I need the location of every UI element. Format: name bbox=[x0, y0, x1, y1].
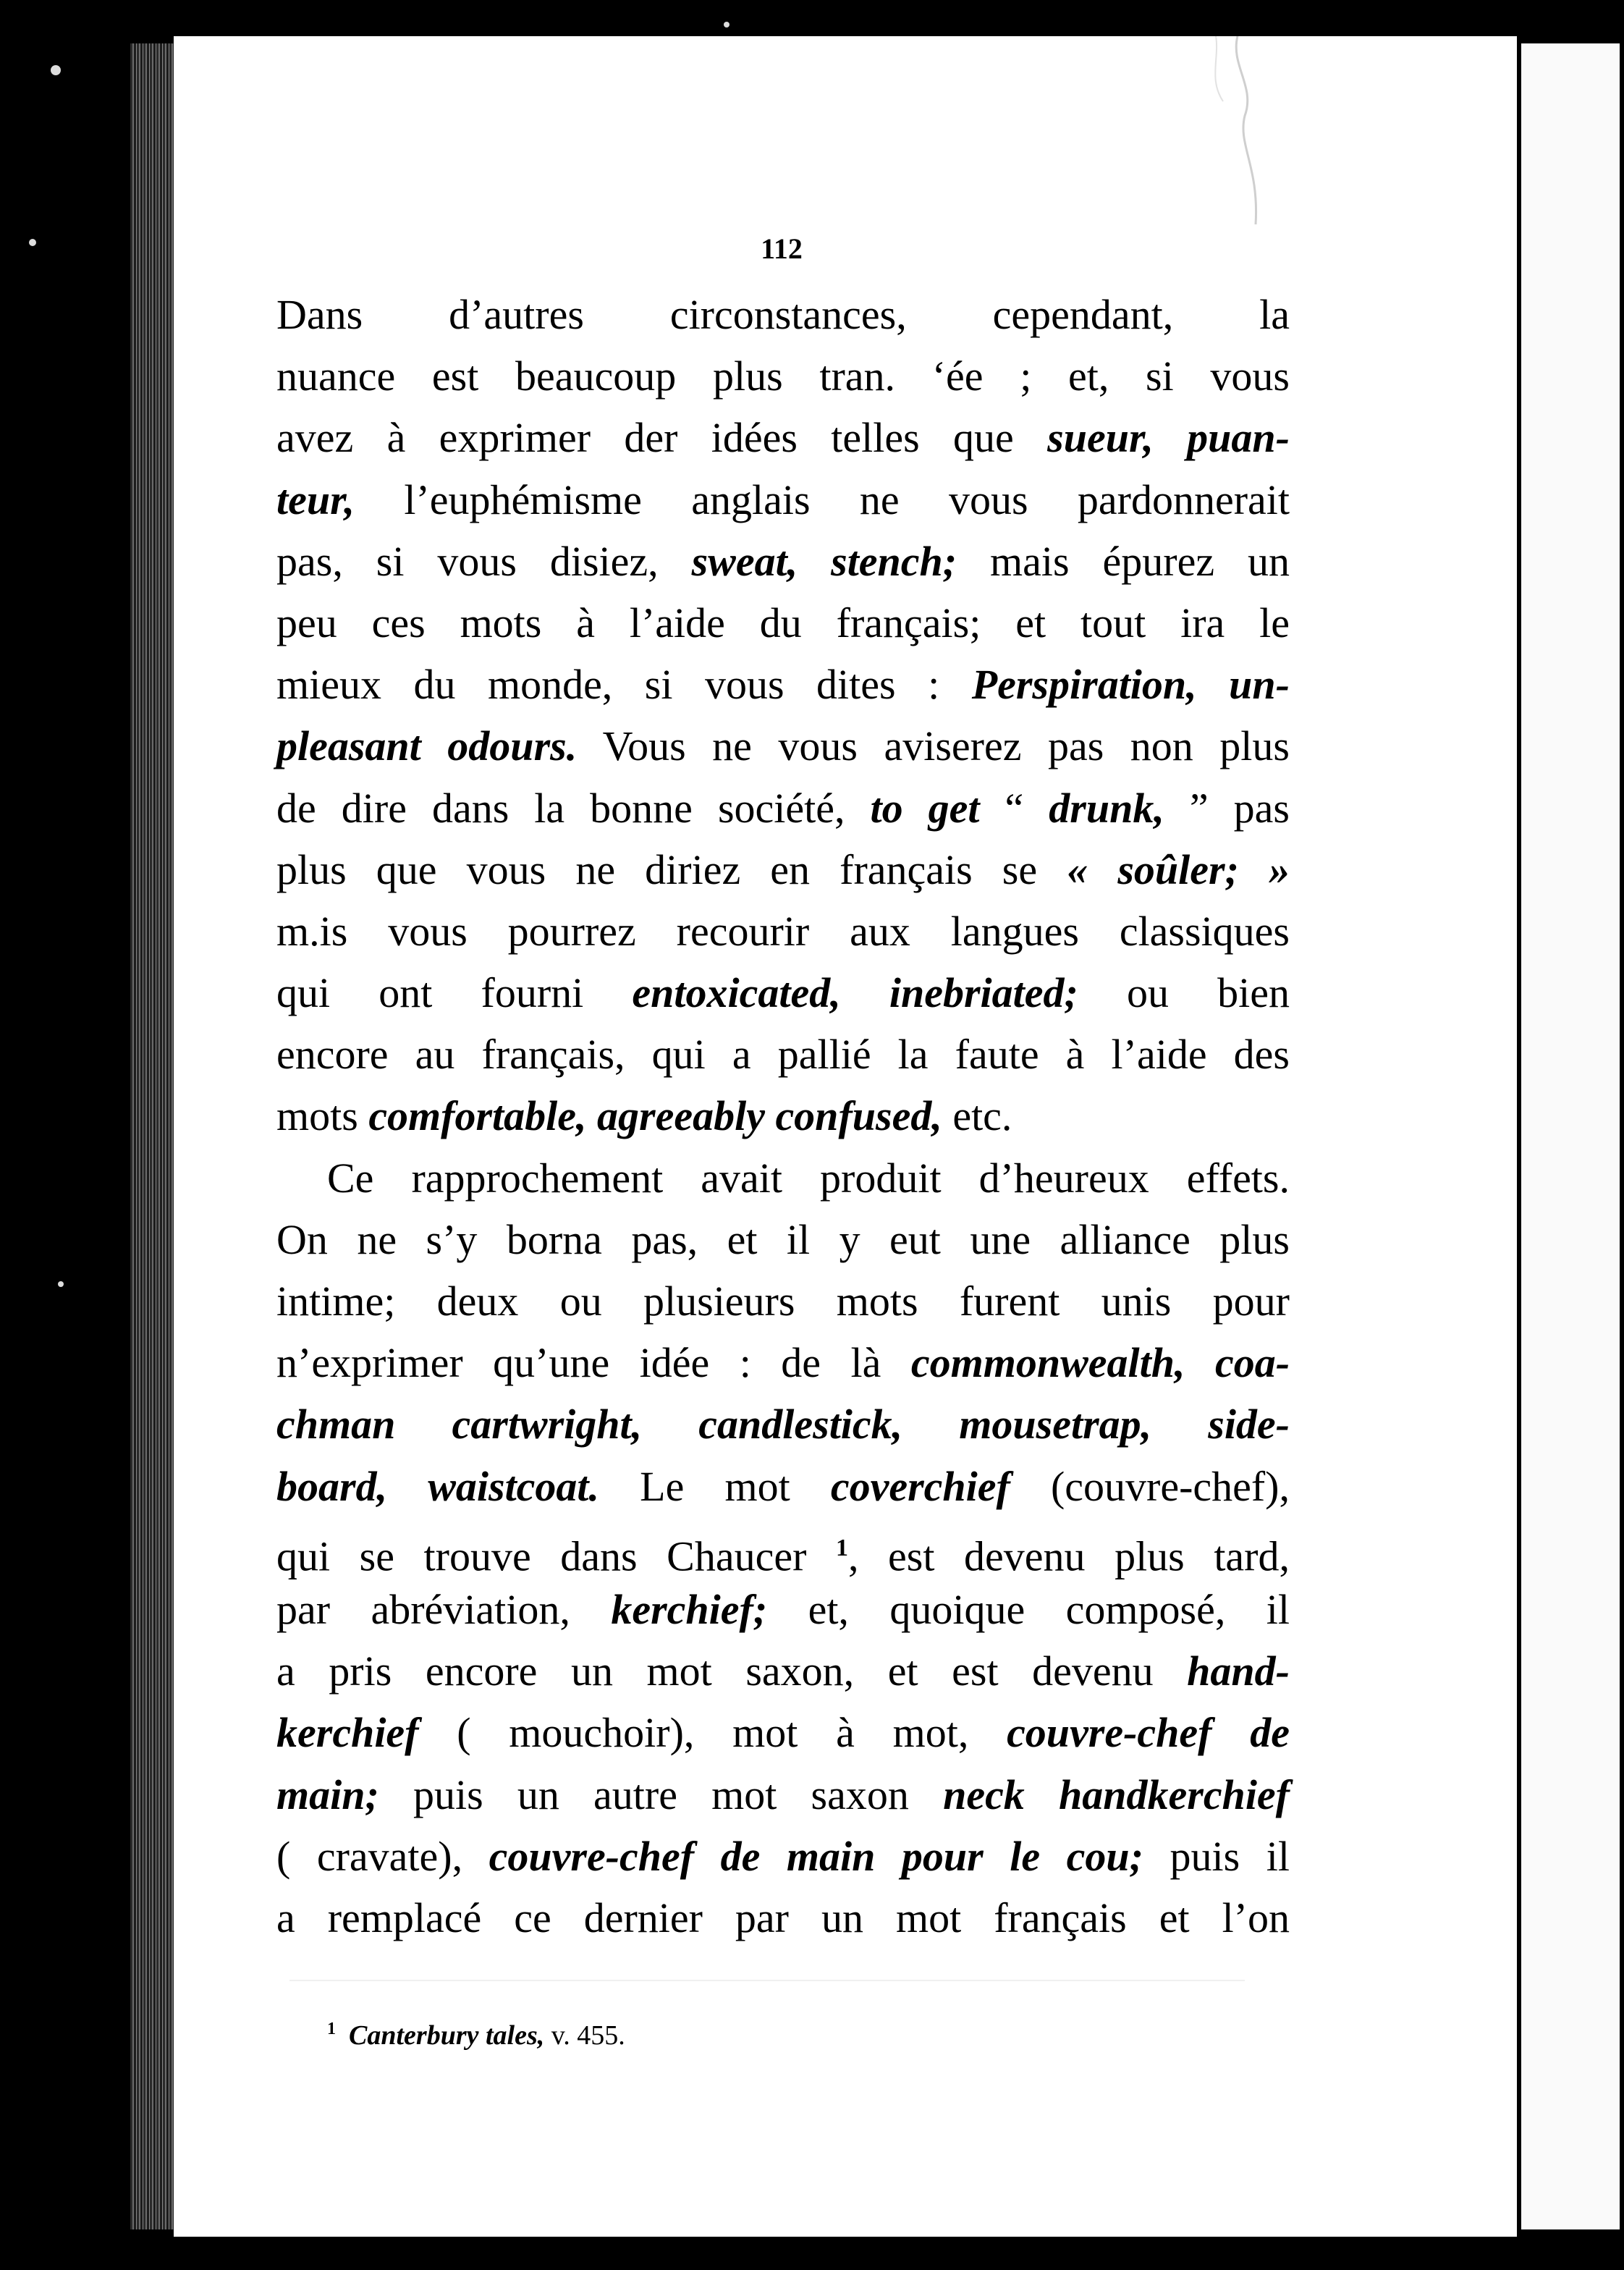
dust-speck bbox=[724, 22, 729, 28]
text-line: main; puis un autre mot saxon neck handkerchief bbox=[276, 1771, 1290, 1818]
text-line: plus que vous ne diriez en français se « soûler; » bbox=[276, 845, 1290, 893]
body-text bbox=[276, 284, 1290, 1949]
text-line: mots comfortable, agreeably confused, etc. bbox=[276, 1092, 1012, 1140]
text-line: pleasant odours. Vous ne vous aviserez pas non plus bbox=[276, 722, 1290, 770]
text-line: par abréviation, kerchief; et, quoique composé, il bbox=[276, 1585, 1290, 1633]
text-line: chman cartwright, candlestick, mousetrap, side- bbox=[276, 1401, 1290, 1448]
text-line: Ce rapprochement avait produit d’heureux effets. bbox=[327, 1154, 1290, 1202]
facing-page-edge bbox=[1517, 29, 1624, 2244]
text-line: qui ont fourni entoxicated, inebriated; ou bien bbox=[276, 969, 1290, 1017]
text-line: de dire dans la bonne société, to get “ drunk, ” pas bbox=[276, 784, 1290, 832]
text-line: n’exprimer qu’une idée : de là commonwealth, coa- bbox=[276, 1339, 1290, 1387]
footnote bbox=[327, 2020, 625, 2051]
text-line: On ne s’y borna pas, et il y eut une alliance plus bbox=[276, 1215, 1290, 1263]
text-line: board, waistcoat. Le mot coverchief (couvre-chef), bbox=[276, 1462, 1290, 1510]
dust-speck bbox=[29, 239, 36, 246]
text-line: Dans d’autres circonstances, cependant, la bbox=[276, 291, 1290, 338]
footnote-ref: v. 455. bbox=[544, 2020, 625, 2051]
footnote-marker: 1 bbox=[835, 1534, 848, 1561]
text-line: encore au français, qui a pallié la faute à l’aide des bbox=[276, 1031, 1290, 1079]
page-number: 112 bbox=[761, 232, 803, 265]
text-line: teur, l’euphémisme anglais ne vous pardonnerait bbox=[276, 476, 1290, 523]
text-line: ( cravate), couvre-chef de main pour le cou; puis il bbox=[276, 1832, 1290, 1880]
text-line: mieux du monde, si vous dites : Perspiration, un- bbox=[276, 661, 1290, 709]
dust-speck bbox=[51, 65, 61, 75]
footnote-title: Canterbury tales, bbox=[349, 2020, 545, 2051]
text-line: m.is vous pourrez recourir aux langues classiques bbox=[276, 907, 1290, 955]
text-line: qui se trouve dans Chaucer $^1$, est devenu plus tard, bbox=[276, 1532, 1290, 1580]
text-line: pas, si vous disiez, sweat, stench; mais épurez un bbox=[276, 537, 1290, 585]
footnote-number: 1 bbox=[327, 2020, 336, 2039]
facing-page-strip bbox=[1521, 43, 1620, 2229]
dust-speck bbox=[58, 1281, 64, 1287]
text-line: nuance est beaucoup plus tran. ‘ée ; et, si vous bbox=[276, 353, 1290, 400]
text-line: avez à exprimer der idées telles que sueur, puan- bbox=[276, 414, 1290, 462]
text-line: intime; deux ou plusieurs mots furent unis pour bbox=[276, 1278, 1290, 1325]
text-line: kerchief ( mouchoir), mot à mot, couvre-chef de bbox=[276, 1709, 1290, 1757]
text-line: peu ces mots à l’aide du français; et tout ira le bbox=[276, 599, 1290, 646]
text-line: a remplacé ce dernier par un mot français et l’on bbox=[276, 1894, 1290, 1941]
paper-crease bbox=[1187, 36, 1274, 224]
text-line: a pris encore un mot saxon, et est devenu hand- bbox=[276, 1647, 1290, 1695]
show-through-line bbox=[289, 1980, 1245, 1981]
